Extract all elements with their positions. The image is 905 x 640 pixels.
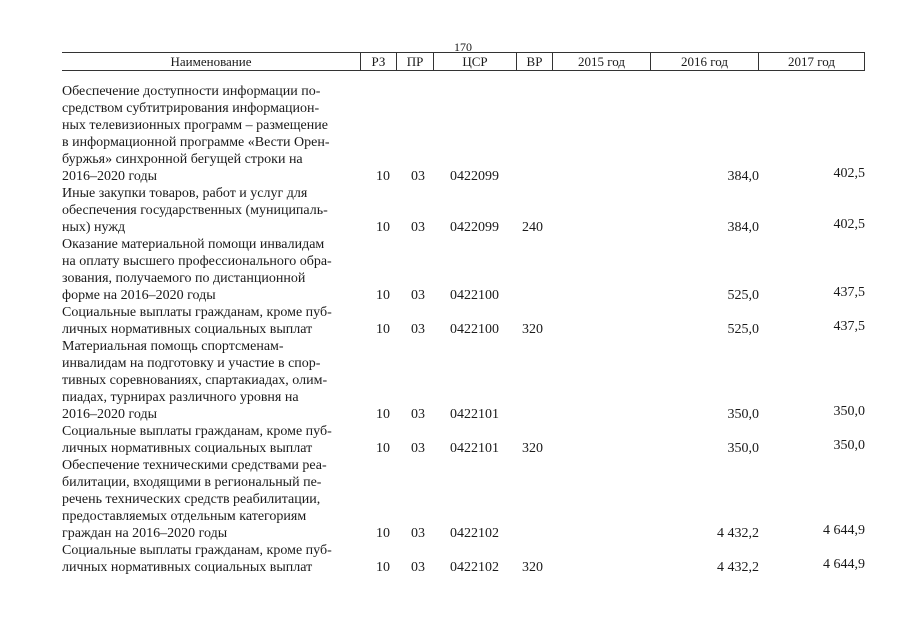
row-rz: 10 bbox=[376, 288, 390, 303]
row-name: Обеспечение техническими средствами реа- билитации, входящими в региональный пе- речень технических средств реабилитации, предоставляемых отдельным категориям граждан на 2016–2020 годы bbox=[62, 458, 327, 541]
row-2016: 384,0 bbox=[727, 169, 759, 184]
row-pr: 03 bbox=[411, 220, 425, 235]
row-csr: 0422100 bbox=[450, 322, 499, 337]
header-rz: РЗ bbox=[360, 53, 396, 70]
header-vr: ВР bbox=[516, 53, 552, 70]
table-row bbox=[62, 542, 865, 576]
row-csr: 0422101 bbox=[450, 407, 499, 422]
row-rz: 10 bbox=[376, 441, 390, 456]
row-pr: 03 bbox=[411, 441, 425, 456]
row-pr: 03 bbox=[411, 322, 425, 337]
header-csr: ЦСР bbox=[433, 53, 516, 70]
row-pr: 03 bbox=[411, 169, 425, 184]
row-2017: 350,0 bbox=[833, 404, 865, 419]
row-2017: 437,5 bbox=[833, 319, 865, 334]
page-number: 170 bbox=[454, 40, 472, 54]
table-body bbox=[62, 83, 865, 576]
row-2017: 4 644,9 bbox=[823, 557, 865, 572]
row-2016: 350,0 bbox=[727, 407, 759, 422]
row-csr: 0422099 bbox=[450, 220, 499, 235]
row-2017: 350,0 bbox=[833, 438, 865, 453]
table-row bbox=[62, 423, 865, 457]
table-row bbox=[62, 236, 865, 304]
row-name: Материальная помощь спортсменам- инвалидам на подготовку и участие в спор- тивных соревнованиях, спартакиадах, олим- пиадах, турнирах различного уровня на 2016–2020 годы bbox=[62, 339, 328, 422]
table-row bbox=[62, 185, 865, 236]
row-name: Иные закупки товаров, работ и услуг для обеспечения государственных (муниципаль- ных) нужд bbox=[62, 186, 328, 235]
header-2015: 2015 год bbox=[552, 53, 650, 70]
header-name: Наименование bbox=[170, 54, 252, 69]
row-rz: 10 bbox=[376, 169, 390, 184]
row-csr: 0422102 bbox=[450, 526, 499, 541]
row-2016: 4 432,2 bbox=[717, 560, 759, 575]
row-2016: 525,0 bbox=[727, 288, 759, 303]
table-header bbox=[62, 52, 865, 71]
row-2017: 402,5 bbox=[833, 217, 865, 232]
row-2017: 402,5 bbox=[833, 166, 865, 181]
row-name: Социальные выплаты гражданам, кроме пуб- личных нормативных социальных выплат bbox=[62, 424, 332, 456]
row-pr: 03 bbox=[411, 526, 425, 541]
row-csr: 0422099 bbox=[450, 169, 499, 184]
row-vr: 320 bbox=[522, 322, 543, 337]
row-vr: 320 bbox=[522, 441, 543, 456]
row-name: Социальные выплаты гражданам, кроме пуб- личных нормативных социальных выплат bbox=[62, 543, 332, 575]
row-2016: 525,0 bbox=[727, 322, 759, 337]
row-csr: 0422101 bbox=[450, 441, 499, 456]
row-2017: 437,5 bbox=[833, 285, 865, 300]
header-2016: 2016 год bbox=[650, 53, 758, 70]
table-row bbox=[62, 338, 865, 423]
row-vr: 320 bbox=[522, 560, 543, 575]
row-pr: 03 bbox=[411, 560, 425, 575]
row-rz: 10 bbox=[376, 526, 390, 541]
row-pr: 03 bbox=[411, 407, 425, 422]
row-2017: 4 644,9 bbox=[823, 523, 865, 538]
row-rz: 10 bbox=[376, 407, 390, 422]
row-rz: 10 bbox=[376, 560, 390, 575]
row-2016: 384,0 bbox=[727, 220, 759, 235]
row-csr: 0422102 bbox=[450, 560, 499, 575]
header-2017: 2017 год bbox=[758, 53, 865, 70]
row-2016: 4 432,2 bbox=[717, 526, 759, 541]
row-2016: 350,0 bbox=[727, 441, 759, 456]
row-name: Оказание материальной помощи инвалидам на оплату высшего профессионального обра- зования, получаемого по дистанционной форме на 2016–2020 годы bbox=[62, 237, 332, 303]
row-vr: 240 bbox=[522, 220, 543, 235]
row-rz: 10 bbox=[376, 322, 390, 337]
row-rz: 10 bbox=[376, 220, 390, 235]
header-pr: ПР bbox=[396, 53, 433, 70]
table-row bbox=[62, 304, 865, 338]
row-name: Обеспечение доступности информации по- средством субтитрирования информацион- ных телевизионных программ – размещение в информационной программе «Вести Орен- буржья» синхронной бегущей строки на 2016–2020 годы bbox=[62, 84, 330, 184]
table-row bbox=[62, 83, 865, 185]
table-row bbox=[62, 457, 865, 542]
row-csr: 0422100 bbox=[450, 288, 499, 303]
row-name: Социальные выплаты гражданам, кроме пуб- личных нормативных социальных выплат bbox=[62, 305, 332, 337]
row-pr: 03 bbox=[411, 288, 425, 303]
